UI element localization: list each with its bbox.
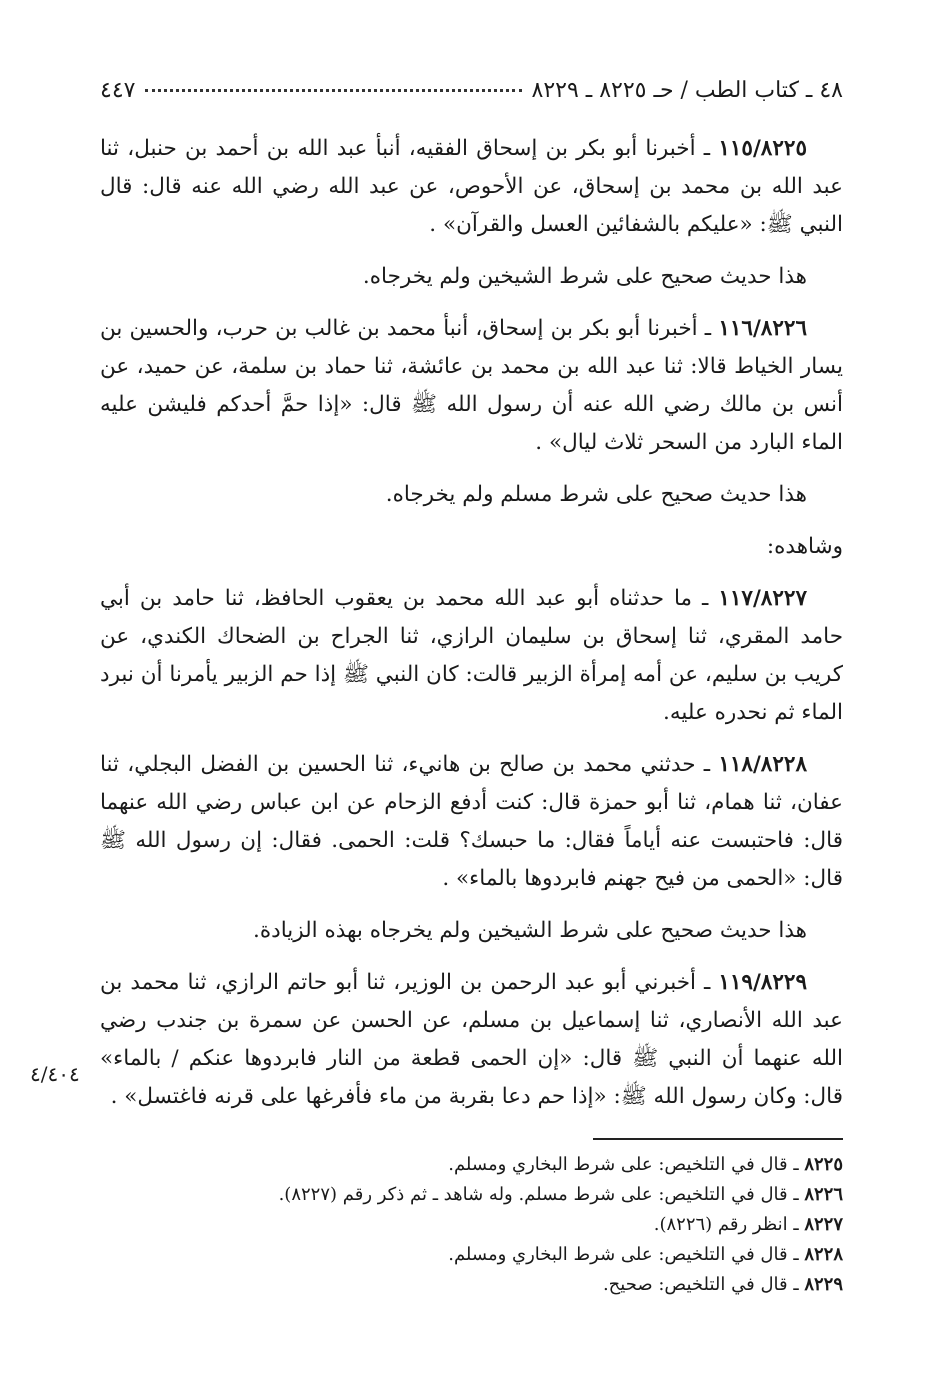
grading-paragraph	[100, 912, 843, 950]
hadith-number: ١١٩/٨٢٢٩	[718, 970, 807, 995]
hadith-paragraph	[100, 746, 843, 898]
margin-volume-reference: ٤/٤٠٤	[30, 1062, 80, 1086]
footnotes	[100, 1150, 843, 1300]
footnote-number: ٨٢٢٨	[804, 1244, 843, 1265]
header-title: ٤٨ ـ كتاب الطب / حـ ٨٢٢٥ ـ ٨٢٢٩	[531, 77, 843, 103]
footnote	[100, 1270, 843, 1300]
grading-paragraph	[100, 258, 843, 296]
hadith-text: ـ ما حدثناه أبو عبد الله محمد بن يعقوب الحافظ، ثنا حامد بن أبي حامد المقري، ثنا إسحاق بن سليمان الرازي، ثنا الجراح بن الضحاك الكندي، عن كريب بن سليم، عن أمه إمرأة الزبير قالت: كان النبي ﷺ إذا حم الزبير يأمرنا أن نبرد الماء ثم نحدره عليه.	[100, 586, 843, 725]
footnote-text: ـ قال في التلخيص: على شرط البخاري ومسلم.	[448, 1244, 805, 1265]
hadith-text: ـ أخبرنا أبو بكر بن إسحاق، أنبأ محمد بن غالب بن حرب، والحسين بن يسار الخياط قالا: ثنا عبد الله بن محمد بن عائشة، ثنا حماد بن سلمة، عن حميد، عن أنس بن مالك رضي الله عنه أن رسول الله ﷺ قال: «إذا حمَّ أحدكم فليشن عليه الماء البارد من السحر ثلاث ليال» .	[100, 316, 843, 455]
main-text	[100, 130, 843, 1130]
footnote-text: ـ قال في التلخيص: على شرط مسلم. وله شاهد ـ ثم ذكر رقم (٨٢٢٧).	[278, 1184, 805, 1205]
footnote-text: ـ قال في التلخيص: على شرط البخاري ومسلم.	[448, 1154, 805, 1175]
footnote-number: ٨٢٢٦	[804, 1184, 843, 1205]
hadith-paragraph	[100, 964, 843, 1116]
hadith-number: ١١٦/٨٢٢٦	[718, 316, 807, 341]
hadith-number: ١١٧/٨٢٢٧	[718, 586, 807, 611]
hadith-text: ـ حدثني محمد بن صالح بن هانيء، ثنا الحسين بن الفضل البجلي، ثنا عفان، ثنا همام، ثنا أبو حمزة قال: كنت أدفع الزحام عن ابن عباس رضي الله عنهما قال: فاحتبست عنه أياماً فقال: ما حبسك؟ قلت: الحمى. فقال: إن رسول الله ﷺ قال: «الحمى من فيح جهنم فابردوها بالماء» .	[100, 752, 843, 891]
footnote-number: ٨٢٢٩	[804, 1274, 843, 1295]
grading-paragraph	[100, 476, 843, 514]
running-header	[100, 72, 843, 108]
hadith-paragraph	[100, 130, 843, 244]
footnote	[100, 1180, 843, 1210]
footnote-text: ـ انظر رقم (٨٢٢٦).	[653, 1214, 805, 1235]
hadith-paragraph	[100, 310, 843, 462]
hadith-text: ـ أخبرنا أبو بكر بن إسحاق الفقيه، أنبأ عبد الله بن أحمد بن حنبل، ثنا عبد الله بن محمد بن إسحاق، عن الأحوص، عن عبد الله رضي الله عنه قال: قال النبي ﷺ: «عليكم بالشفائين العسل والقرآن» .	[100, 136, 843, 237]
hadith-paragraph	[100, 580, 843, 732]
grading-text: هذا حديث صحيح على شرط مسلم ولم يخرجاه.	[385, 482, 807, 507]
witness-text: وشاهده:	[766, 534, 843, 559]
footnote	[100, 1150, 843, 1180]
witness-label	[100, 528, 843, 566]
header-leader-dots	[145, 89, 521, 92]
footnote-separator	[593, 1138, 843, 1140]
grading-text: هذا حديث صحيح على شرط الشيخين ولم يخرجاه بهذه الزيادة.	[253, 918, 807, 943]
footnote	[100, 1240, 843, 1270]
hadith-number: ١١٨/٨٢٢٨	[718, 752, 807, 777]
footnote	[100, 1210, 843, 1240]
hadith-number: ١١٥/٨٢٢٥	[718, 136, 807, 161]
footnote-text: ـ قال في التلخيص: صحيح.	[602, 1274, 805, 1295]
grading-text: هذا حديث صحيح على شرط الشيخين ولم يخرجاه.	[362, 264, 807, 289]
footnote-number: ٨٢٢٧	[804, 1214, 843, 1235]
page-number: ٤٤٧	[100, 77, 136, 103]
footnote-number: ٨٢٢٥	[804, 1154, 843, 1175]
hadith-text: ـ أخبرني أبو عبد الرحمن بن الوزير، ثنا أبو حاتم الرازي، ثنا محمد بن عبد الله الأنصاري، ثنا إسماعيل بن مسلم، عن الحسن عن سمرة بن جندب رضي الله عنهما أن النبي ﷺ قال: «إن الحمى قطعة من النار فابردوها عنكم / بالماء» قال: وكان رسول الله ﷺ: «إذا حم دعا بقربة من ماء فأفرغها على قرنه فاغتسل» .	[100, 970, 843, 1109]
